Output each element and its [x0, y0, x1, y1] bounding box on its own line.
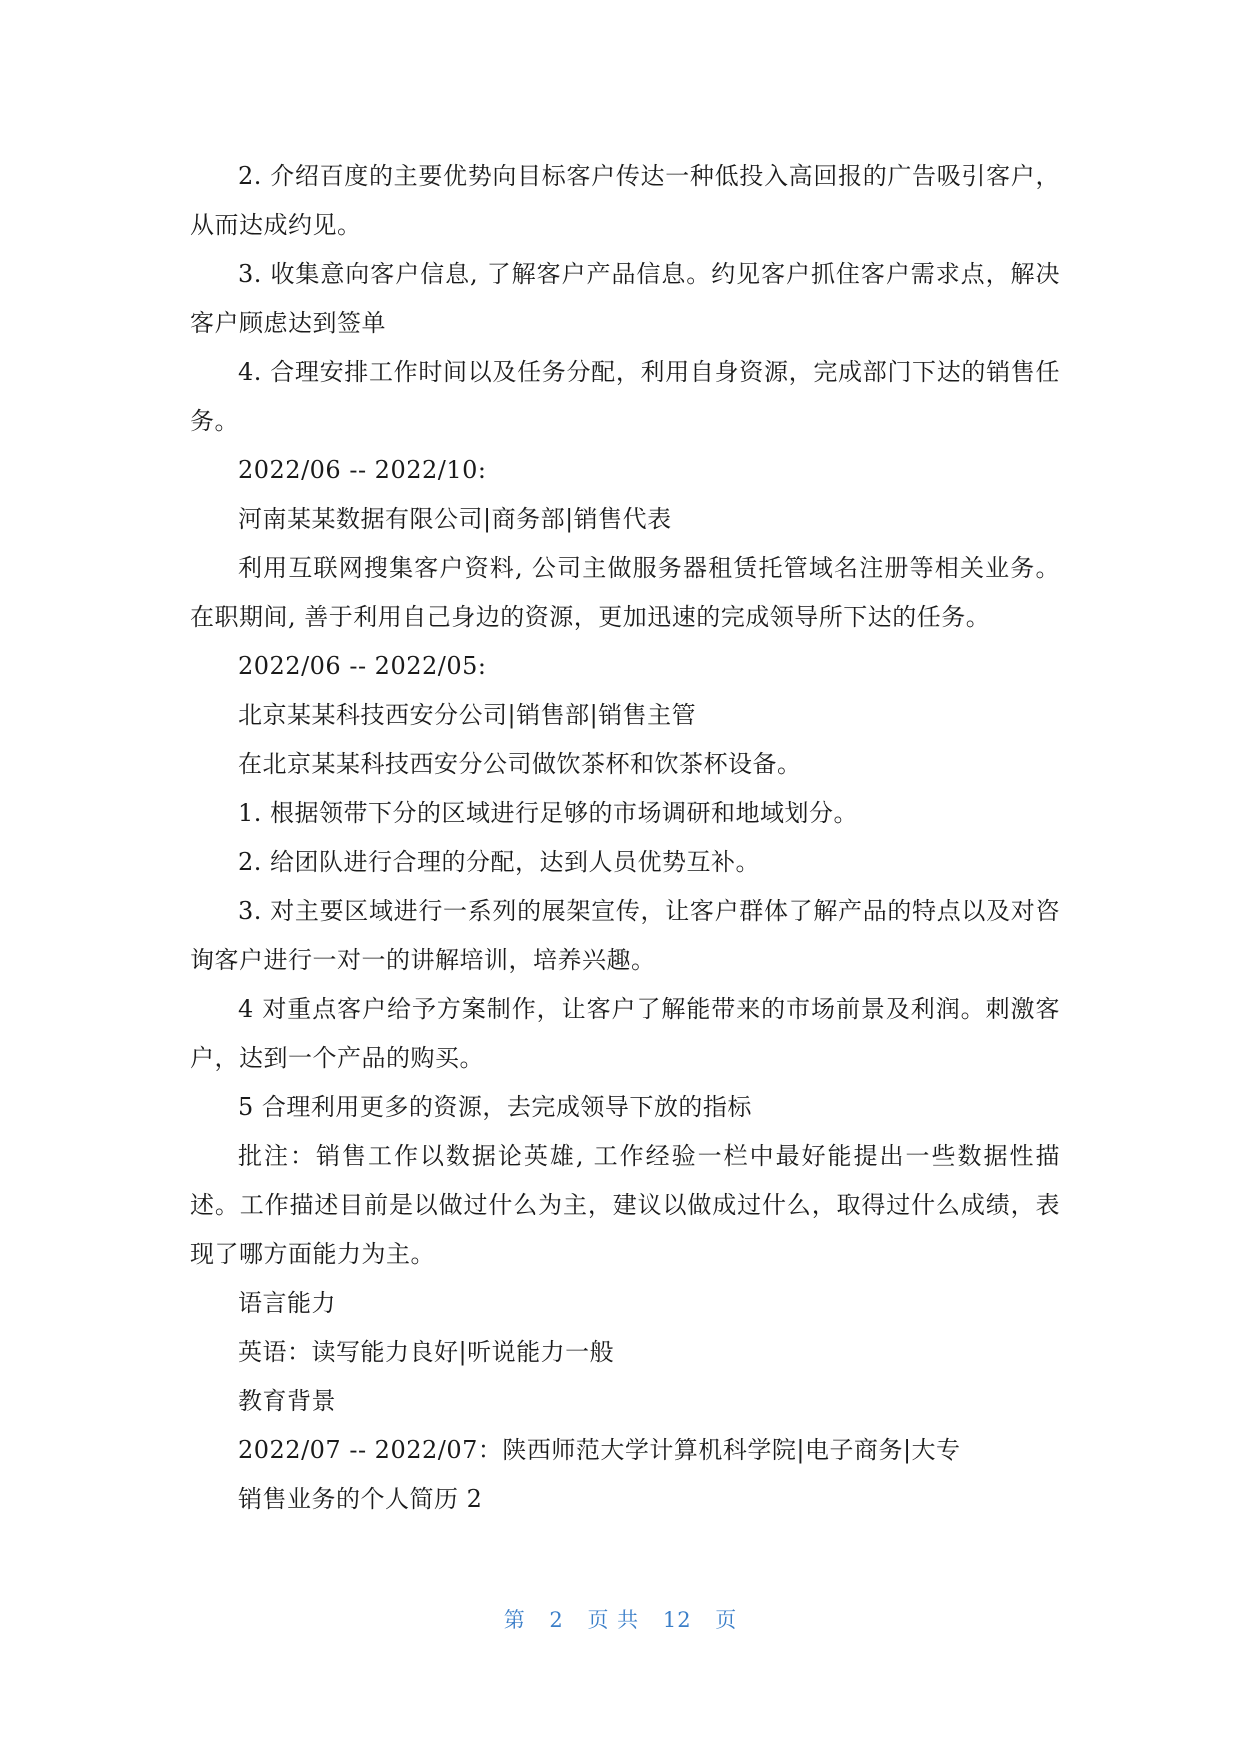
- duty-item-1: 1. 根据领带下分的区域进行足够的市场调研和地域划分。: [238, 799, 859, 827]
- paragraph-item-3-collect-info: 3. 收集意向客户信息, 了解客户产品信息。约见客户抓住客户需求点，解决客户顾虑达到签单: [190, 260, 1060, 337]
- footer-total-pages: 12: [662, 1608, 692, 1632]
- job-period-beijing: 2022/06 -- 2022/05:: [238, 652, 487, 680]
- duty-item-3: 3. 对主要区域进行一系列的展架宣传，让客户群体了解产品的特点以及对咨询客户进行一对一的讲解培训，培养兴趣。: [190, 897, 1060, 974]
- footer-current-page: 2: [549, 1608, 564, 1632]
- footer-prefix: 第: [503, 1608, 526, 1632]
- job-period-henan: 2022/06 -- 2022/10:: [238, 456, 487, 484]
- footer-suffix: 页: [715, 1608, 738, 1632]
- duty-item-4: 4 对重点客户给予方案制作，让客户了解能带来的市场前景及利润。刺激客户，达到一个产品的购买。: [190, 995, 1060, 1072]
- duty-item-2: 2. 给团队进行合理的分配，达到人员优势互补。: [238, 848, 761, 876]
- page-number-footer: [0, 1604, 1241, 1634]
- job-title-henan: 河南某某数据有限公司|商务部|销售代表: [238, 505, 672, 533]
- document-body: [190, 152, 1060, 1524]
- section-heading-language: 语言能力: [238, 1289, 336, 1317]
- footer-middle: 页 共: [587, 1608, 640, 1632]
- annotation-note: 批注：销售工作以数据论英雄, 工作经验一栏中最好能提出一些数据性描述。工作描述目前是以做过什么为主，建议以做成过什么，取得过什么成绩，表现了哪方面能力为主。: [190, 1142, 1060, 1268]
- duty-item-5: 5 合理利用更多的资源，去完成领导下放的指标: [238, 1093, 752, 1121]
- job-description-beijing: 在北京某某科技西安分公司做饮茶杯和饮茶杯设备。: [238, 750, 802, 778]
- education-entry: 2022/07 -- 2022/07：陕西师范大学计算机科学院|电子商务|大专: [238, 1436, 961, 1464]
- paragraph-item-4-arrange-work: 4. 合理安排工作时间以及任务分配，利用自身资源，完成部门下达的销售任务。: [190, 358, 1060, 435]
- job-description-henan: 利用互联网搜集客户资料, 公司主做服务器租赁托管域名注册等相关业务。在职期间, 善于利用自己身边的资源，更加迅速的完成领导所下达的任务。: [190, 554, 1060, 631]
- section-heading-education: 教育背景: [238, 1387, 336, 1415]
- resume-title-2: 销售业务的个人简历 2: [238, 1485, 483, 1513]
- language-english: 英语：读写能力良好|听说能力一般: [238, 1338, 615, 1366]
- job-title-beijing: 北京某某科技西安分公司|销售部|销售主管: [238, 701, 697, 729]
- paragraph-item-2-intro-baidu: 2. 介绍百度的主要优势向目标客户传达一种低投入高回报的广告吸引客户，从而达成约见。: [190, 162, 1060, 239]
